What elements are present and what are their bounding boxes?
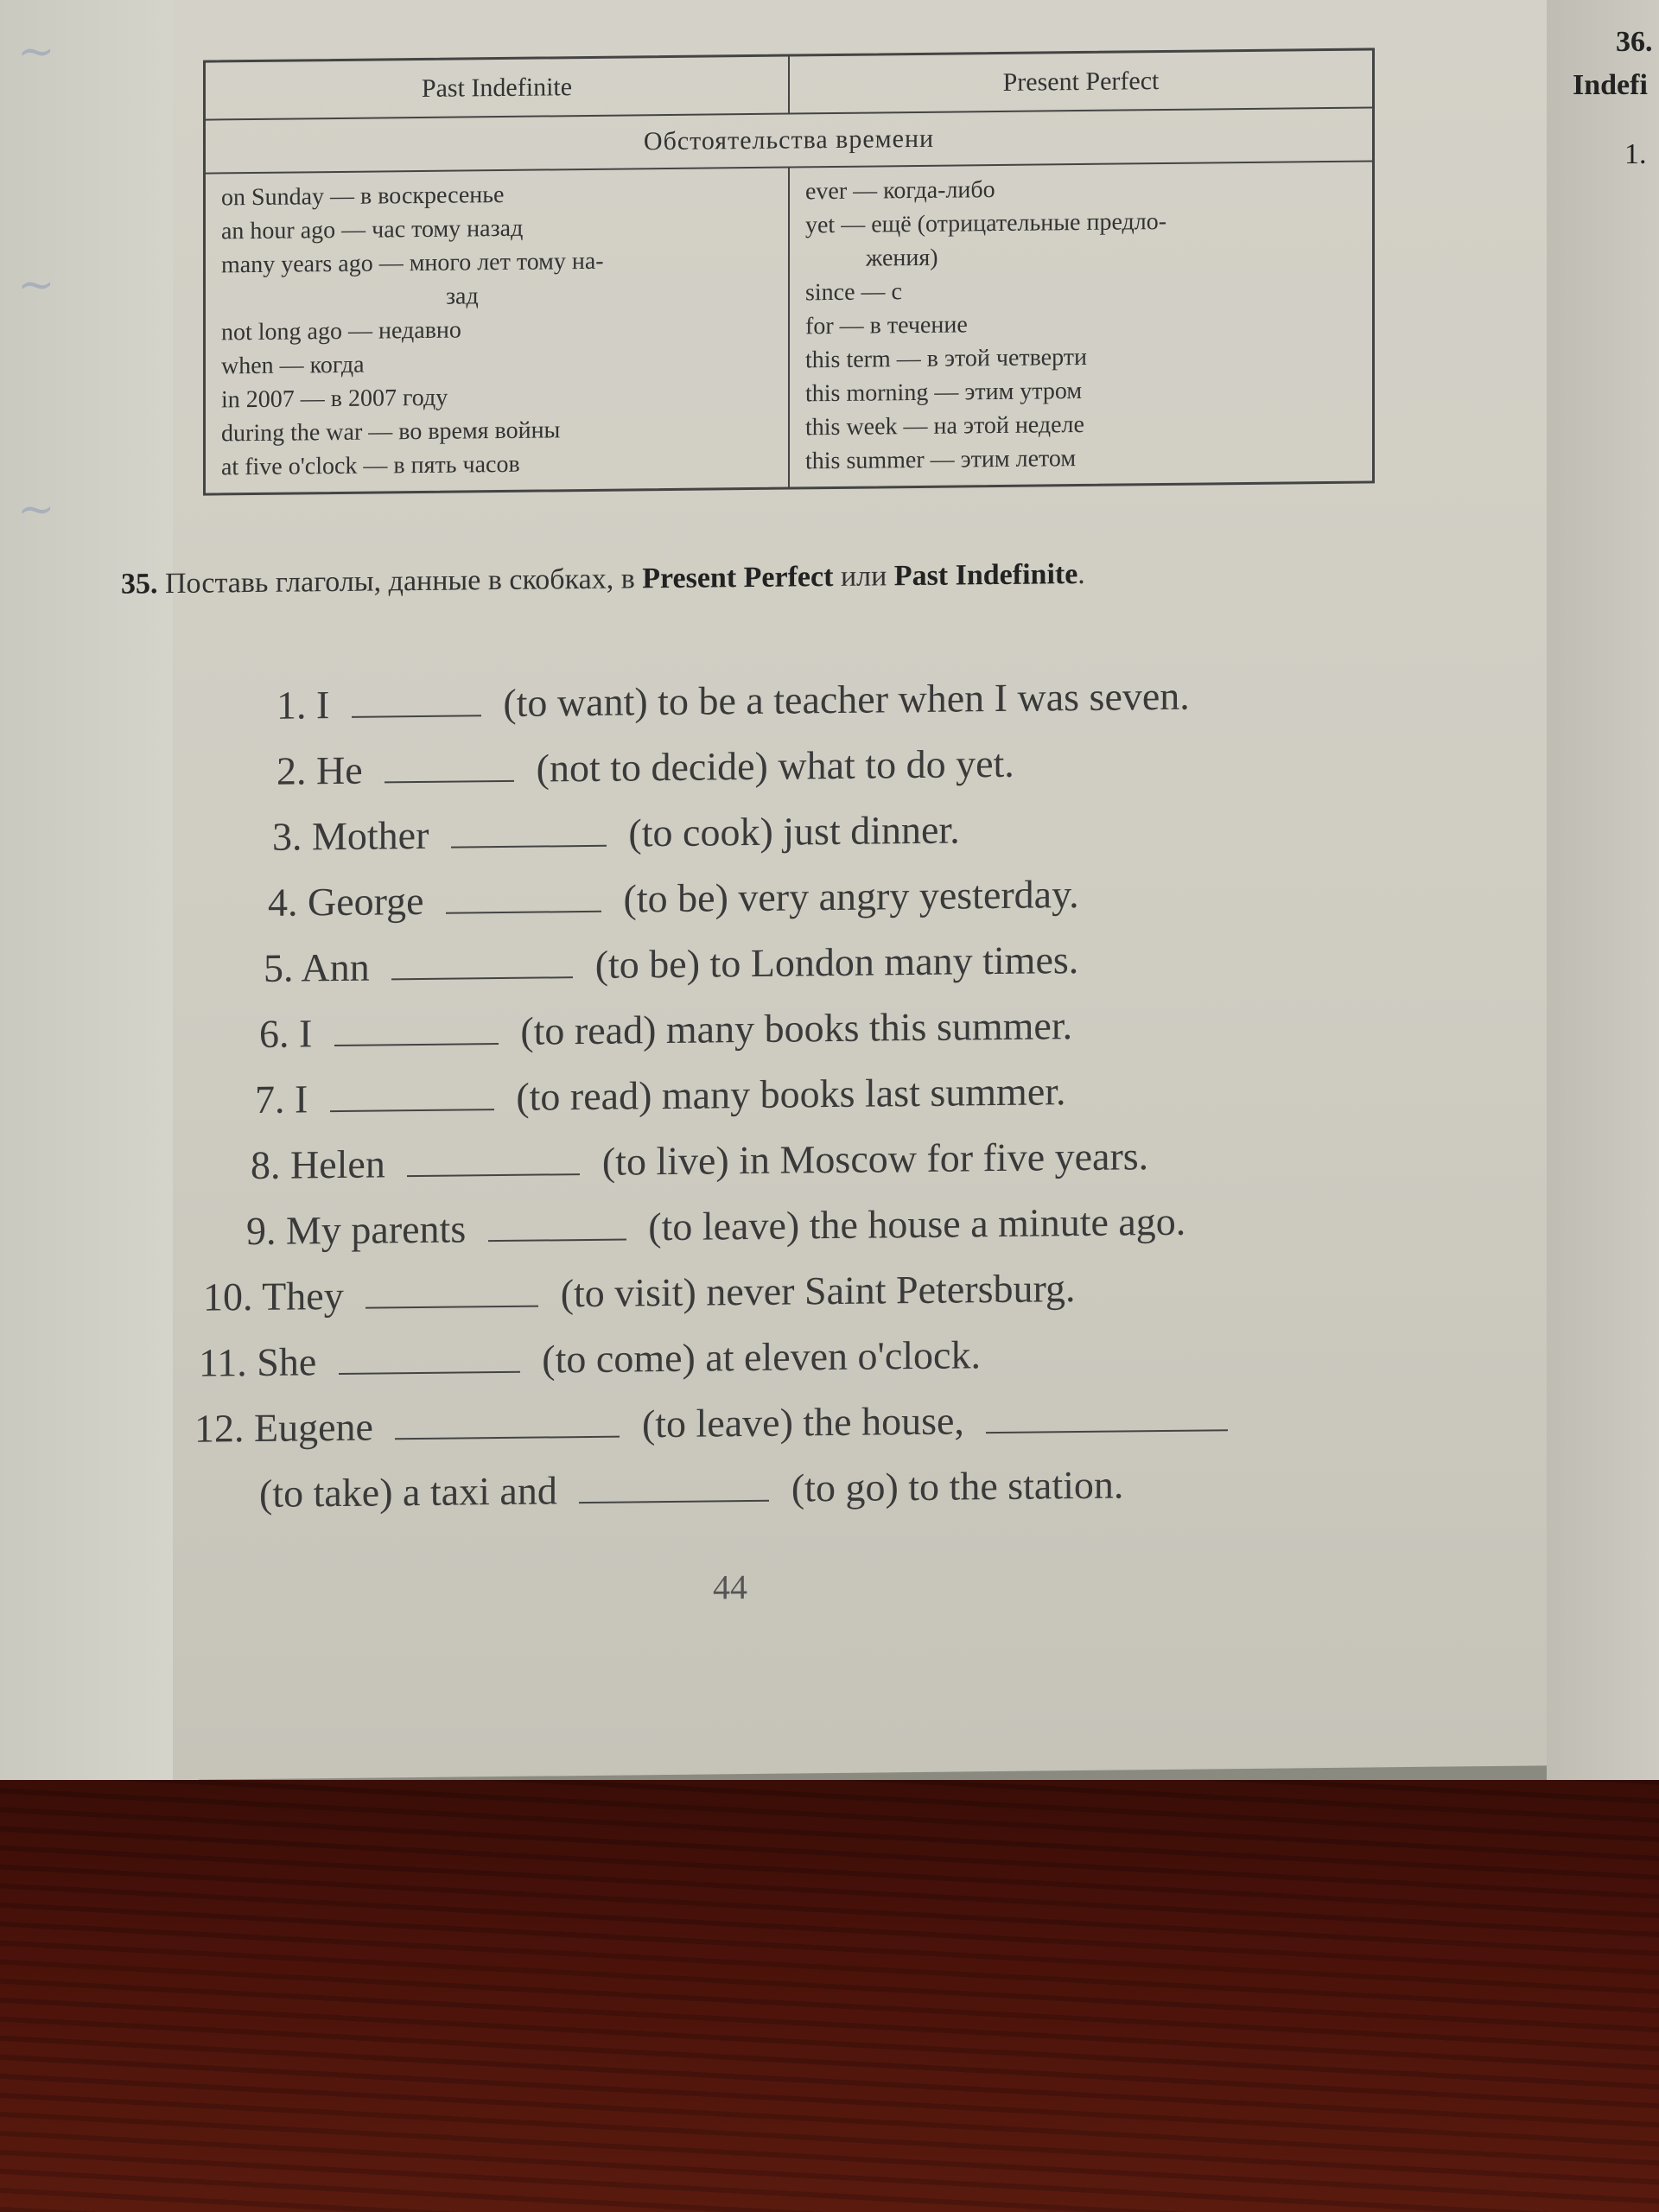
table-row: this morning — этим утром (805, 377, 1083, 408)
answer-blank[interactable] (407, 1165, 580, 1177)
item-subject: Ann (301, 944, 370, 990)
answer-blank[interactable] (446, 902, 601, 914)
tense-present-perfect: Present Perfect (642, 560, 834, 595)
item-subject: I (299, 1011, 313, 1056)
item-subject: They (262, 1273, 344, 1319)
item-text: (to be) to London many times. (594, 938, 1079, 987)
answer-blank[interactable] (339, 1363, 520, 1375)
item-number: 5. (264, 945, 294, 990)
answer-blank[interactable] (330, 1100, 494, 1112)
item-text: (to live) in Moscow for five years. (601, 1134, 1149, 1184)
table-subheader: Обстоятельства времени (206, 108, 1372, 174)
table-row: many years ago — много лет тому на- (221, 247, 604, 279)
item-text: (to take) a taxi and (259, 1468, 557, 1516)
answer-blank[interactable] (352, 706, 481, 718)
wooden-table-surface (0, 1780, 1659, 2212)
item-subject: My parents (286, 1206, 467, 1253)
handwriting-scribble: ~ (17, 259, 55, 311)
item-text: (to read) many books last summer. (516, 1069, 1066, 1119)
item-subject: I (316, 683, 330, 728)
table-row: зад (446, 283, 479, 310)
item-number: 1. (276, 683, 307, 728)
item-text: (to leave) the house a minute ago. (648, 1198, 1186, 1249)
item-text: (to leave) the house, (641, 1398, 964, 1446)
table-row: not long ago — недавно (221, 316, 461, 346)
item-text: (to visit) never Saint Petersburg. (560, 1266, 1076, 1316)
answer-blank[interactable] (385, 772, 514, 784)
left-column (206, 168, 788, 493)
item-number: 2. (276, 748, 307, 793)
instruction-or: или (840, 560, 887, 593)
item-number: 6. (259, 1011, 289, 1056)
item-subject: He (316, 747, 363, 793)
table-row: since — с (805, 278, 902, 307)
right-page (1547, 0, 1659, 1815)
table-body (206, 162, 1372, 493)
item-text: (to cook) just dinner. (628, 807, 960, 855)
handwriting-scribble: ~ (17, 26, 55, 78)
list-item (104, 1449, 1382, 1528)
item-text: (to want) to be a teacher when I was seven. (503, 673, 1190, 725)
page-number: 44 (713, 1567, 747, 1607)
item-number: 11. (199, 1340, 247, 1385)
item-subject: George (308, 878, 424, 925)
item-subject: Eugene (254, 1404, 373, 1451)
answer-blank[interactable] (334, 1034, 499, 1046)
item-subject: She (257, 1339, 317, 1384)
table-row: an hour ago — час тому назад (221, 214, 524, 245)
exercise-items (104, 661, 1382, 1528)
item-subject: I (295, 1077, 308, 1122)
item-number: 3. (272, 814, 302, 859)
time-expressions-table (203, 48, 1375, 495)
right-column (788, 162, 1372, 486)
table-row: at five o'clock — в пять часов (221, 450, 520, 481)
item-text: (to go) to the station. (791, 1462, 1124, 1510)
item-text: (to come) at eleven o'clock. (542, 1332, 981, 1382)
table-row: on Sunday — в воскресенье (221, 181, 505, 212)
table-row: yet — ещё (отрицательные предло- (805, 207, 1167, 239)
answer-blank[interactable] (488, 1230, 626, 1243)
item-subject: Helen (290, 1141, 385, 1187)
item-number: 9. (246, 1208, 276, 1254)
table-row: during the war — во время войны (221, 416, 561, 448)
right-heading-number: 36. (1616, 26, 1653, 58)
answer-blank[interactable] (986, 1421, 1228, 1433)
list-item (104, 1383, 1382, 1462)
table-row: ever — когда-либо (805, 176, 995, 206)
answer-blank[interactable] (579, 1491, 769, 1503)
item-number: 4. (268, 880, 298, 925)
book-page (121, 0, 1547, 1780)
table-row: жения) (866, 244, 938, 272)
item-number: 10. (203, 1274, 253, 1319)
table-row: this week — на этой неделе (805, 410, 1084, 442)
handwriting-scribble: ~ (17, 484, 55, 536)
item-subject: Mother (312, 812, 429, 859)
instruction-period: . (1077, 557, 1085, 591)
table-row: for — в течение (805, 311, 968, 340)
item-number: 7. (255, 1077, 285, 1122)
exercise-number: 35. (121, 568, 158, 601)
answer-blank[interactable] (395, 1427, 620, 1440)
item-text: (not to decide) what to do yet. (536, 741, 1014, 791)
table-row: in 2007 — в 2007 году (221, 384, 448, 414)
item-number: 8. (251, 1142, 281, 1188)
table-row: this term — в этой четверти (805, 343, 1087, 374)
item-text: (to be) very angry yesterday. (623, 872, 1079, 921)
header-present-perfect: Present Perfect (788, 50, 1372, 112)
exercise-instruction (121, 550, 1331, 607)
answer-blank[interactable] (451, 836, 607, 849)
right-item-number: 1. (1624, 138, 1647, 170)
table-row: this summer — этим летом (805, 445, 1077, 475)
header-past-indefinite: Past Indefinite (421, 72, 573, 103)
instruction-text: Поставь глаголы, данные в скобках, в (165, 563, 635, 601)
tense-past-indefinite: Past Indefinite (893, 558, 1078, 593)
item-text: (to read) many books this summer. (520, 1003, 1073, 1053)
answer-blank[interactable] (365, 1297, 538, 1309)
answer-blank[interactable] (391, 968, 573, 980)
table-row: when — когда (221, 351, 365, 380)
item-number: 12. (194, 1406, 245, 1451)
right-heading-word: Indefi (1573, 69, 1648, 101)
